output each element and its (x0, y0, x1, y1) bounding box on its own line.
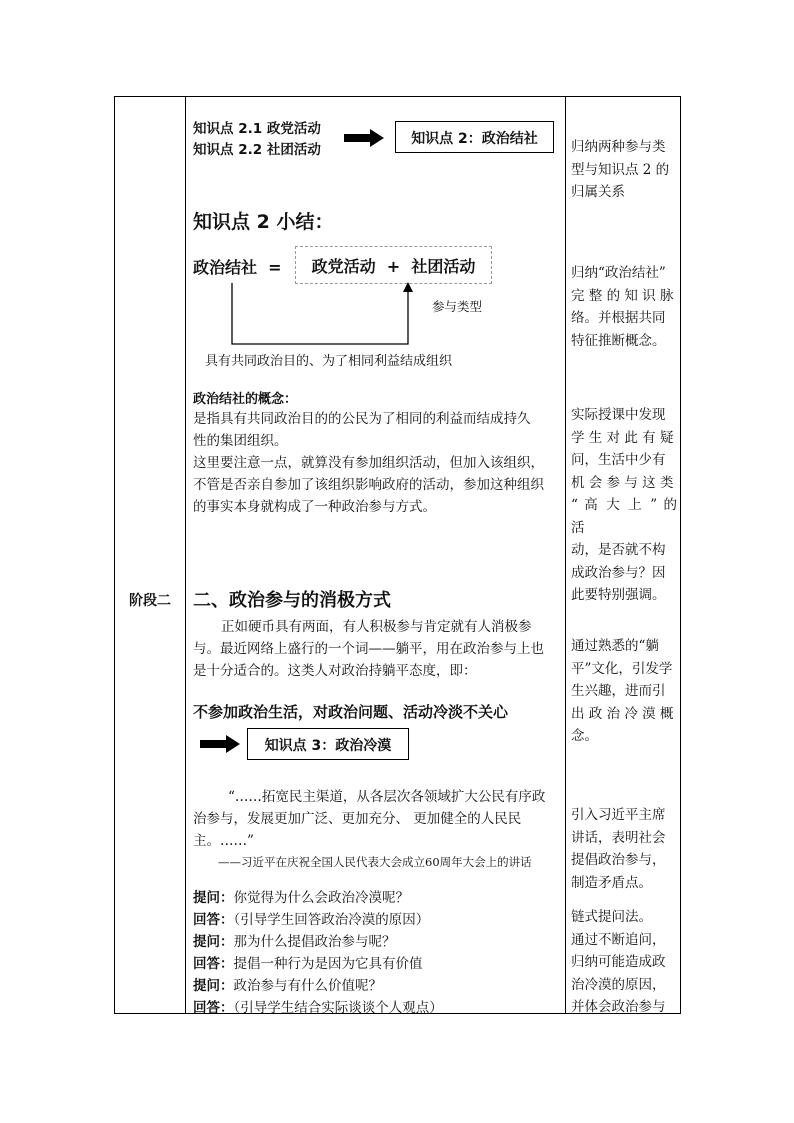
teaching-note-4 (571, 635, 677, 748)
summary-bracket-arrow (225, 280, 425, 350)
qa-text: 政治参与有什么价值呢？ (233, 978, 382, 994)
note-line: 型与知识点 2 的 (571, 161, 670, 178)
note-line: 制造矛盾点。 (571, 874, 652, 891)
note-line: 完 整 的 知 识 脉 (571, 287, 674, 304)
note-line: 问，生活中少有 (571, 452, 666, 468)
table-right-border (680, 96, 681, 1014)
qa-text: 你觉得为什么会政治冷漠呢？ (233, 890, 409, 906)
quote-line: 治参与，发展更加广泛、更加充分、 更加健全的人民民 (193, 811, 522, 827)
quote-source: ——习近平在庆祝全国人民代表大会成立60周年大会上的讲话 (218, 855, 532, 869)
qa-text: （引导学生结合实际谈谈个人观点） (233, 1000, 443, 1016)
teaching-note-6 (571, 906, 677, 1019)
note-line: 动，是否就不构 (571, 542, 666, 558)
teaching-note-5 (571, 804, 677, 894)
participation-type-label: 参与类型 (432, 299, 483, 314)
qa-line (193, 887, 409, 909)
concept-line: 性的集团组织。 (193, 433, 288, 449)
note-line: 归属关系 (571, 184, 625, 200)
kp-2-box-label: 知识点 2：政治结社 (411, 131, 538, 147)
qa-label: 提问： (193, 978, 234, 994)
kp-2-1-label: 知识点 2.1 政党活动 (193, 121, 321, 137)
table-col-divider-1 (185, 96, 186, 1014)
note-line: 引入习近平主席 (571, 807, 666, 823)
right-arrow-icon (200, 734, 240, 754)
concept-line: 这里要注意一点，就算没有参加组织活动，但加入该组织， (193, 455, 544, 471)
concept-line: 不管是否亲自参加了该组织影响政府的活动，参加这种组织 (193, 477, 544, 493)
right-arrow-icon (344, 128, 384, 148)
note-line: 归纳“政治结社” (571, 265, 666, 281)
qa-label: 提问： (193, 890, 234, 906)
qa-line (193, 909, 429, 931)
note-line: 链式提问法。 (571, 909, 652, 925)
qa-line (193, 953, 423, 975)
section-2-heading: 二、政治参与的消极方式 (193, 590, 391, 611)
note-line: 实际授课中发现 (571, 407, 666, 423)
summary-lhs: 政治结社 = (193, 258, 282, 277)
note-line: 平”文化，引发学 (571, 660, 673, 677)
kp-3-box-label: 知识点 3：政治冷漠 (264, 738, 392, 754)
kp-2-summary-heading: 知识点 2 小结： (193, 211, 334, 233)
note-line: 讲话，表明社会 (571, 829, 666, 846)
note-line: 生兴趣，进而引 (571, 683, 666, 699)
table-top-border (114, 96, 680, 97)
stage-label: 阶段二 (129, 593, 171, 609)
summary-boxed-text: 政党活动 + 社团活动 (311, 257, 476, 276)
teaching-note-3 (571, 404, 677, 607)
quote-line: “……拓宽民主渠道，从各层次各领域扩大公民有序政 (228, 789, 546, 805)
common-feature-label: 具有共同政治目的、为了相同利益结成组织 (205, 354, 453, 369)
note-line: 提倡政治参与， (571, 852, 666, 868)
qa-text: 那为什么提倡政治参与呢？ (233, 934, 396, 950)
table-col-divider-2 (565, 96, 566, 1014)
note-line: 出 政 治 冷 漠 概 (571, 705, 674, 722)
note-line: 特征推断概念。 (571, 332, 666, 349)
concept-line: 是指具有共同政治目的的公民为了相同的利益而结成持久 (193, 411, 531, 427)
note-line: 治冷漠的原因， (571, 976, 666, 993)
concept-title: 政治结社的概念： (193, 392, 298, 407)
qa-line (193, 931, 396, 953)
section-2-paragraph-line: 与。最近网络上盛行的一个词——躺平，用在政治参与上也 (193, 641, 544, 657)
teaching-note-1 (571, 136, 677, 204)
kp-2-2-label: 知识点 2.2 社团活动 (193, 142, 321, 158)
qa-line (193, 975, 382, 997)
note-line: “ 高 大 上 ” 的 活 (571, 497, 677, 536)
section-2-paragraph-line: 正如硬币具有两面，有人积极参与肯定就有人消极参 (221, 619, 532, 635)
concept-line: 的事实本身就构成了一种政治参与方式。 (193, 499, 436, 515)
note-line: 通过熟悉的“躺 (571, 638, 659, 654)
note-line: 络。并根据共同 (571, 310, 666, 326)
qa-text: 提倡一种行为是因为它具有价值 (233, 956, 423, 972)
note-line: 学 生 对 此 有 疑 (571, 429, 674, 446)
note-line: 机 会 参 与 这 类 (571, 474, 674, 491)
qa-text: （引导学生回答政治冷漠的原因） (233, 912, 430, 928)
note-line: 此要特别强调。 (571, 587, 666, 603)
note-line: 并体会政治参与 (571, 999, 666, 1015)
note-line: 通过不断追问， (571, 931, 666, 948)
apathy-definition: 不参加政治生活，对政治问题、活动冷淡不关心 (193, 703, 509, 721)
table-left-border (114, 96, 115, 1014)
section-2-paragraph-line: 是十分适合的。这类人对政治持躺平态度，即： (193, 663, 477, 679)
qa-label: 回答： (193, 1000, 234, 1016)
qa-label: 提问： (193, 934, 234, 950)
qa-label: 回答： (193, 912, 234, 928)
note-line: 成政治参与？因 (571, 564, 666, 581)
quote-line: 主。……” (193, 833, 254, 849)
note-line: 归纳两种参与类 (571, 139, 666, 155)
note-line: 念。 (571, 728, 598, 744)
teaching-note-2 (571, 262, 677, 352)
qa-label: 回答： (193, 956, 234, 972)
note-line: 归纳可能造成政 (571, 954, 666, 970)
qa-line (193, 997, 443, 1019)
